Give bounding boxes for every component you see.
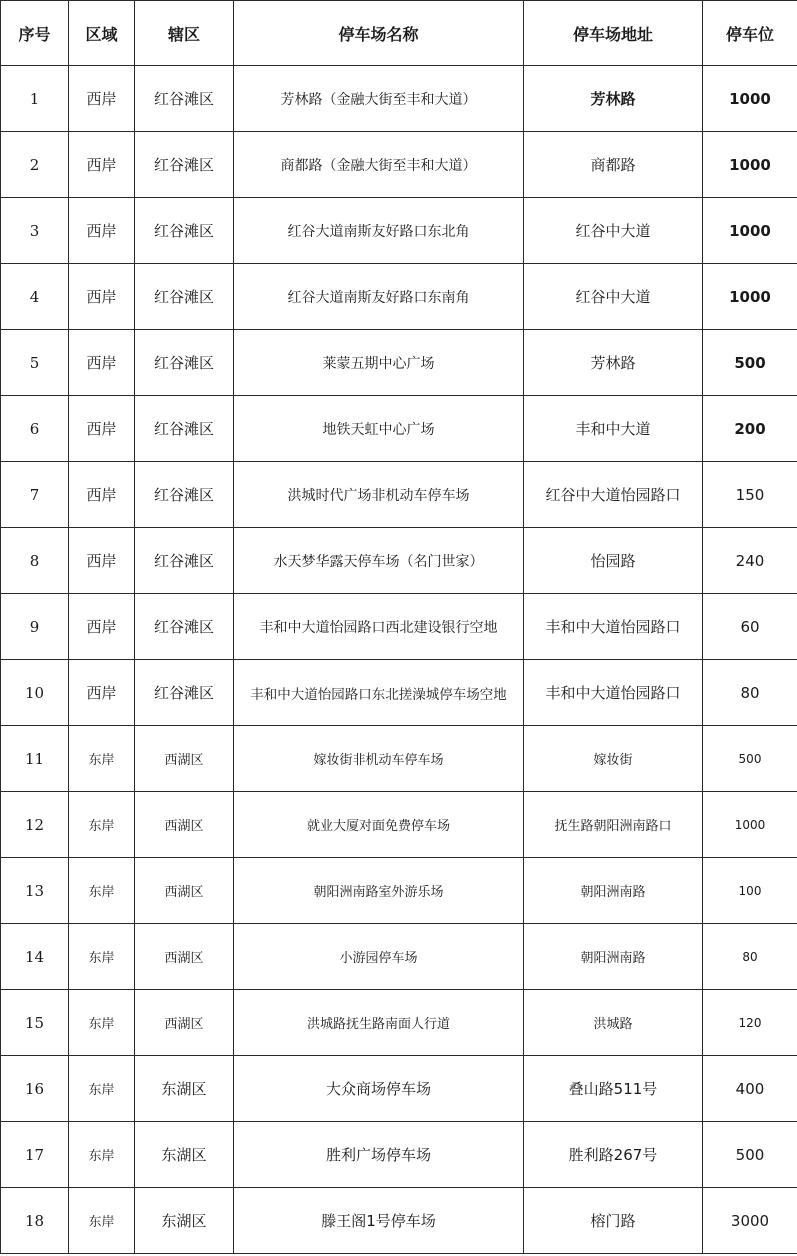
- cell-name: 滕王阁1号停车场: [234, 1188, 524, 1254]
- cell-address: 红谷中大道: [524, 198, 703, 264]
- cell-no: 4: [1, 264, 69, 330]
- cell-name: 大众商场停车场: [234, 1056, 524, 1122]
- header-name: 停车场名称: [234, 1, 524, 66]
- cell-district: 西湖区: [135, 858, 234, 924]
- cell-capacity: 1000: [703, 198, 797, 264]
- cell-capacity: 1000: [703, 792, 797, 858]
- cell-region: 东岸: [69, 1188, 135, 1254]
- cell-name: 芳林路（金融大街至丰和大道）: [234, 66, 524, 132]
- cell-no: 5: [1, 330, 69, 396]
- cell-capacity: 240: [703, 528, 797, 594]
- cell-no: 17: [1, 1122, 69, 1188]
- cell-no: 10: [1, 660, 69, 726]
- cell-address: 胜利路267号: [524, 1122, 703, 1188]
- cell-name: 朝阳洲南路室外游乐场: [234, 858, 524, 924]
- cell-region: 西岸: [69, 198, 135, 264]
- cell-capacity: 60: [703, 594, 797, 660]
- cell-address: 芳林路: [524, 330, 703, 396]
- cell-no: 13: [1, 858, 69, 924]
- table-row: [1, 924, 797, 990]
- cell-capacity: 80: [703, 924, 797, 990]
- cell-name: 洪城路抚生路南面人行道: [234, 990, 524, 1056]
- cell-region: 东岸: [69, 792, 135, 858]
- cell-district: 东湖区: [135, 1188, 234, 1254]
- cell-capacity: 500: [703, 330, 797, 396]
- cell-address: 叠山路511号: [524, 1056, 703, 1122]
- cell-district: 西湖区: [135, 792, 234, 858]
- cell-capacity: 1000: [703, 264, 797, 330]
- cell-name: 洪城时代广场非机动车停车场: [234, 462, 524, 528]
- cell-district: 红谷滩区: [135, 660, 234, 726]
- cell-district: 西湖区: [135, 924, 234, 990]
- table-row: [1, 594, 797, 660]
- cell-address: 红谷中大道: [524, 264, 703, 330]
- cell-region: 西岸: [69, 528, 135, 594]
- cell-region: 西岸: [69, 330, 135, 396]
- cell-region: 西岸: [69, 66, 135, 132]
- cell-capacity: 400: [703, 1056, 797, 1122]
- cell-district: 红谷滩区: [135, 462, 234, 528]
- cell-district: 红谷滩区: [135, 528, 234, 594]
- cell-district: 红谷滩区: [135, 264, 234, 330]
- cell-name: 红谷大道南斯友好路口东南角: [234, 264, 524, 330]
- table-row: [1, 462, 797, 528]
- table-row: [1, 858, 797, 924]
- cell-capacity: 500: [703, 1122, 797, 1188]
- cell-district: 红谷滩区: [135, 330, 234, 396]
- cell-district: 红谷滩区: [135, 66, 234, 132]
- cell-name: 嫁妆街非机动车停车场: [234, 726, 524, 792]
- cell-name: 丰和中大道怡园路口东北搓澡城停车场空地: [234, 660, 524, 726]
- cell-region: 东岸: [69, 1056, 135, 1122]
- cell-region: 东岸: [69, 1122, 135, 1188]
- table-row: [1, 792, 797, 858]
- table-row: [1, 1188, 797, 1254]
- cell-district: 红谷滩区: [135, 594, 234, 660]
- cell-name: 丰和中大道怡园路口西北建设银行空地: [234, 594, 524, 660]
- table-row: [1, 1122, 797, 1188]
- cell-address: 朝阳洲南路: [524, 924, 703, 990]
- table-row: [1, 726, 797, 792]
- cell-district: 红谷滩区: [135, 396, 234, 462]
- cell-address: 丰和中大道怡园路口: [524, 660, 703, 726]
- cell-name: 商都路（金融大街至丰和大道）: [234, 132, 524, 198]
- table-row: [1, 330, 797, 396]
- cell-region: 东岸: [69, 726, 135, 792]
- cell-capacity: 500: [703, 726, 797, 792]
- cell-region: 东岸: [69, 990, 135, 1056]
- table-row: [1, 660, 797, 726]
- cell-district: 西湖区: [135, 990, 234, 1056]
- cell-capacity: 120: [703, 990, 797, 1056]
- cell-address: 丰和中大道: [524, 396, 703, 462]
- cell-capacity: 80: [703, 660, 797, 726]
- cell-address: 嫁妆街: [524, 726, 703, 792]
- cell-name: 胜利广场停车场: [234, 1122, 524, 1188]
- cell-no: 2: [1, 132, 69, 198]
- cell-region: 西岸: [69, 396, 135, 462]
- cell-name: 水天梦华露天停车场（名门世家）: [234, 528, 524, 594]
- cell-region: 西岸: [69, 132, 135, 198]
- header-region: 区域: [69, 1, 135, 66]
- cell-no: 11: [1, 726, 69, 792]
- table-row: [1, 1056, 797, 1122]
- cell-address: 丰和中大道怡园路口: [524, 594, 703, 660]
- cell-region: 西岸: [69, 264, 135, 330]
- table-row: [1, 198, 797, 264]
- cell-no: 6: [1, 396, 69, 462]
- cell-address: 红谷中大道怡园路口: [524, 462, 703, 528]
- cell-address: 朝阳洲南路: [524, 858, 703, 924]
- cell-address: 商都路: [524, 132, 703, 198]
- cell-district: 西湖区: [135, 726, 234, 792]
- cell-capacity: 1000: [703, 132, 797, 198]
- cell-name: 地铁天虹中心广场: [234, 396, 524, 462]
- cell-no: 1: [1, 66, 69, 132]
- cell-no: 3: [1, 198, 69, 264]
- cell-region: 西岸: [69, 660, 135, 726]
- cell-region: 东岸: [69, 858, 135, 924]
- table-row: [1, 264, 797, 330]
- cell-address: 洪城路: [524, 990, 703, 1056]
- cell-no: 14: [1, 924, 69, 990]
- cell-address: 芳林路: [524, 66, 703, 132]
- header-no: 序号: [1, 1, 69, 66]
- cell-name: 红谷大道南斯友好路口东北角: [234, 198, 524, 264]
- cell-no: 18: [1, 1188, 69, 1254]
- table-row: [1, 66, 797, 132]
- cell-address: 抚生路朝阳洲南路口: [524, 792, 703, 858]
- cell-region: 西岸: [69, 462, 135, 528]
- cell-name: 莱蒙五期中心广场: [234, 330, 524, 396]
- cell-district: 红谷滩区: [135, 132, 234, 198]
- cell-no: 15: [1, 990, 69, 1056]
- cell-address: 榕门路: [524, 1188, 703, 1254]
- table-row: [1, 528, 797, 594]
- cell-district: 红谷滩区: [135, 198, 234, 264]
- cell-region: 西岸: [69, 594, 135, 660]
- cell-address: 怡园路: [524, 528, 703, 594]
- table-row: [1, 396, 797, 462]
- cell-name: 小游园停车场: [234, 924, 524, 990]
- cell-no: 9: [1, 594, 69, 660]
- cell-no: 16: [1, 1056, 69, 1122]
- table-header-row: [1, 1, 797, 66]
- cell-capacity: 200: [703, 396, 797, 462]
- cell-name: 就业大厦对面免费停车场: [234, 792, 524, 858]
- cell-district: 东湖区: [135, 1056, 234, 1122]
- cell-capacity: 3000: [703, 1188, 797, 1254]
- table-row: [1, 132, 797, 198]
- header-district: 辖区: [135, 1, 234, 66]
- header-address: 停车场地址: [524, 1, 703, 66]
- cell-region: 东岸: [69, 924, 135, 990]
- cell-district: 东湖区: [135, 1122, 234, 1188]
- cell-no: 8: [1, 528, 69, 594]
- cell-capacity: 100: [703, 858, 797, 924]
- cell-no: 12: [1, 792, 69, 858]
- cell-capacity: 1000: [703, 66, 797, 132]
- header-capacity: 停车位: [703, 1, 797, 66]
- cell-capacity: 150: [703, 462, 797, 528]
- cell-no: 7: [1, 462, 69, 528]
- table-row: [1, 990, 797, 1056]
